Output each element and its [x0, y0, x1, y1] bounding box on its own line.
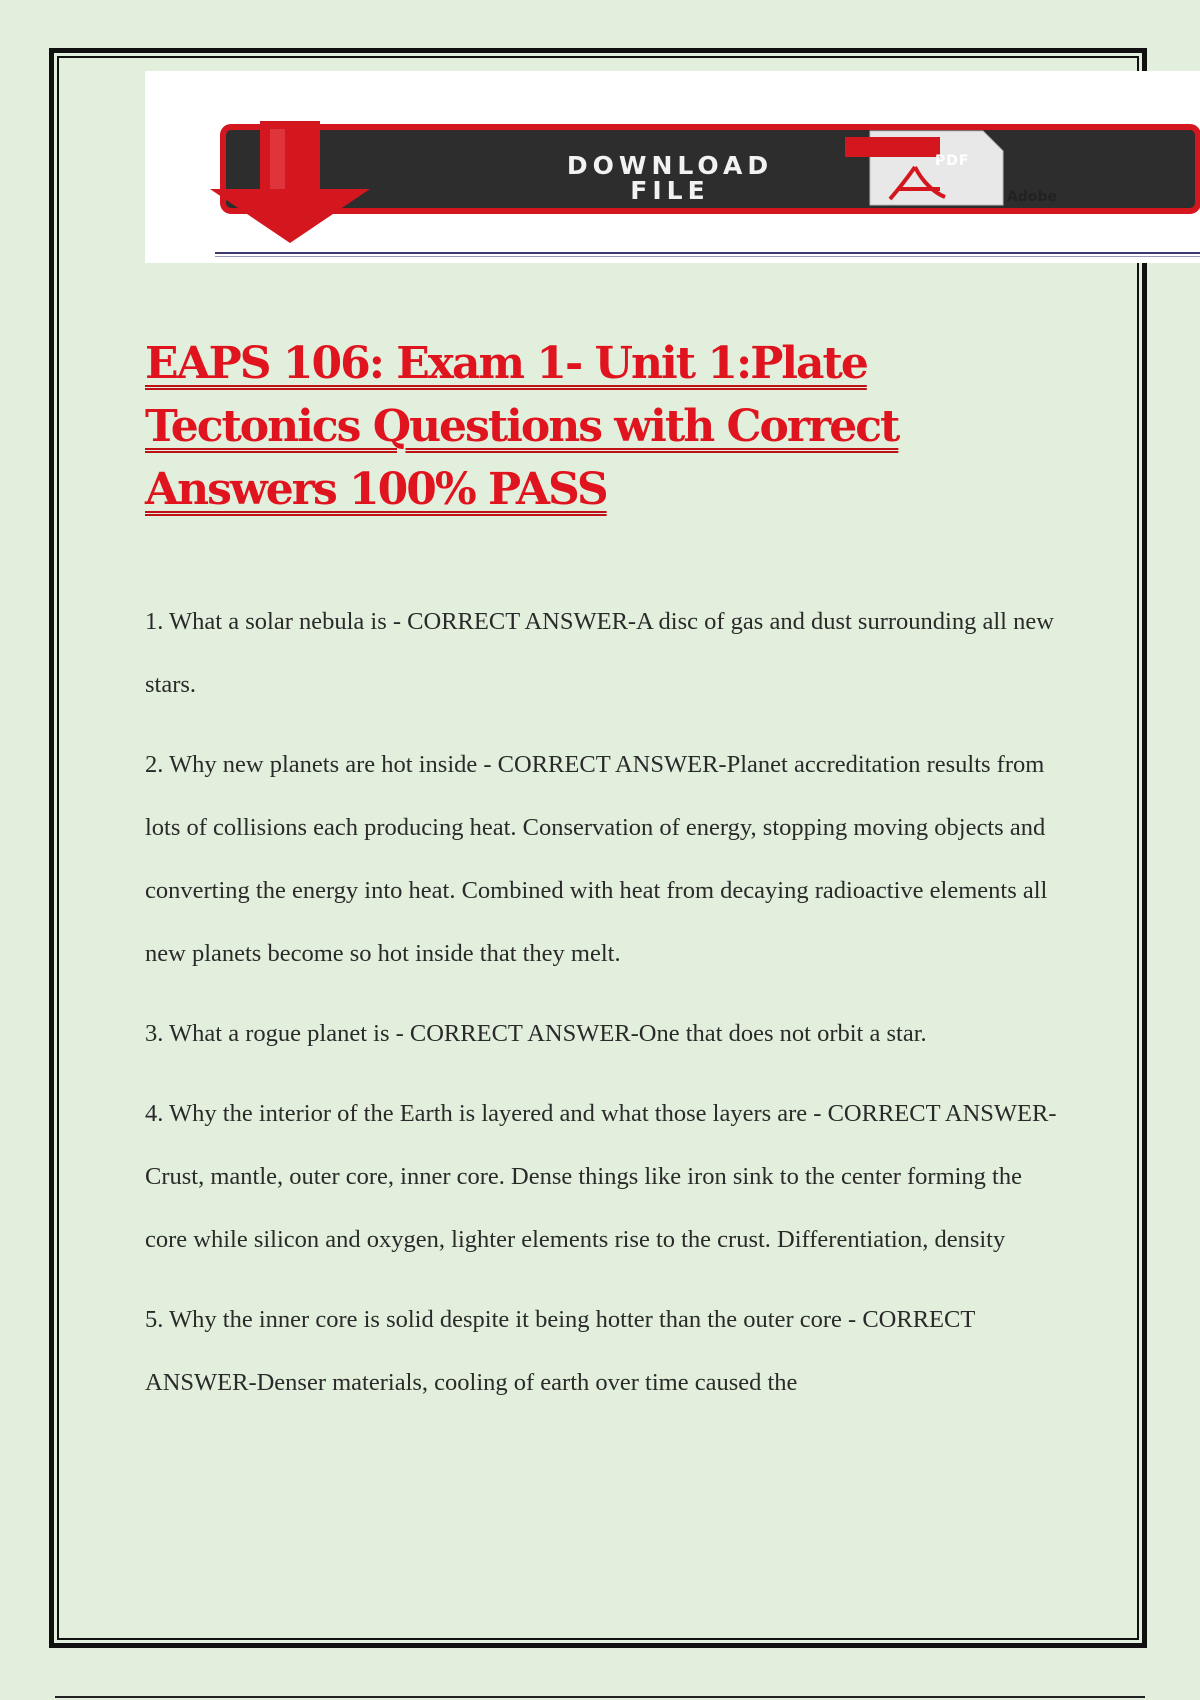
- question-item-4: 4. Why the interior of the Earth is layered and what those layers are - CORRECT ANSWER-Crust, mantle, outer core, inner core. Dense things like iron sink to the center forming the core while silicon and oxygen, lighter elements rise to the crust. Differentiation, density: [145, 1100, 1057, 1253]
- download-file-banner[interactable]: [145, 71, 1200, 263]
- document-title: EAPS 106: Exam 1- Unit 1:Plate Tectonics Questions with Correct Answers 100% PASS: [145, 338, 899, 515]
- question-item-1: 1. What a solar nebula is - CORRECT ANSWER-A disc of gas and dust surrounding all new stars.: [145, 608, 1054, 698]
- adobe-label: Adobe: [1007, 189, 1057, 205]
- question-item-2: 2. Why new planets are hot inside - CORRECT ANSWER-Planet accreditation results from lots of collisions each producing heat. Conservation of energy, stopping moving objects and converting the energy into heat. Combined with heat from decaying radioactive elements all new planets become so hot inside that they melt.: [145, 751, 1048, 967]
- banner-line-2: FILE: [630, 176, 710, 205]
- question-list: [145, 590, 1065, 1431]
- banner-underline-secondary: [215, 256, 1200, 257]
- page-bottom-rule: [55, 1696, 1145, 1698]
- pdf-badge: PDF: [935, 153, 970, 169]
- banner-underline: [215, 252, 1200, 254]
- banner-line-1: DOWNLOAD: [566, 151, 774, 180]
- question-item-3: 3. What a rogue planet is - CORRECT ANSWER-One that does not orbit a star.: [145, 1020, 927, 1047]
- question-item-5: 5. Why the inner core is solid despite it being hotter than the outer core - CORRECT ANSWER-Denser materials, cooling of earth over time caused the: [145, 1306, 975, 1396]
- download-file-label: [495, 153, 845, 203]
